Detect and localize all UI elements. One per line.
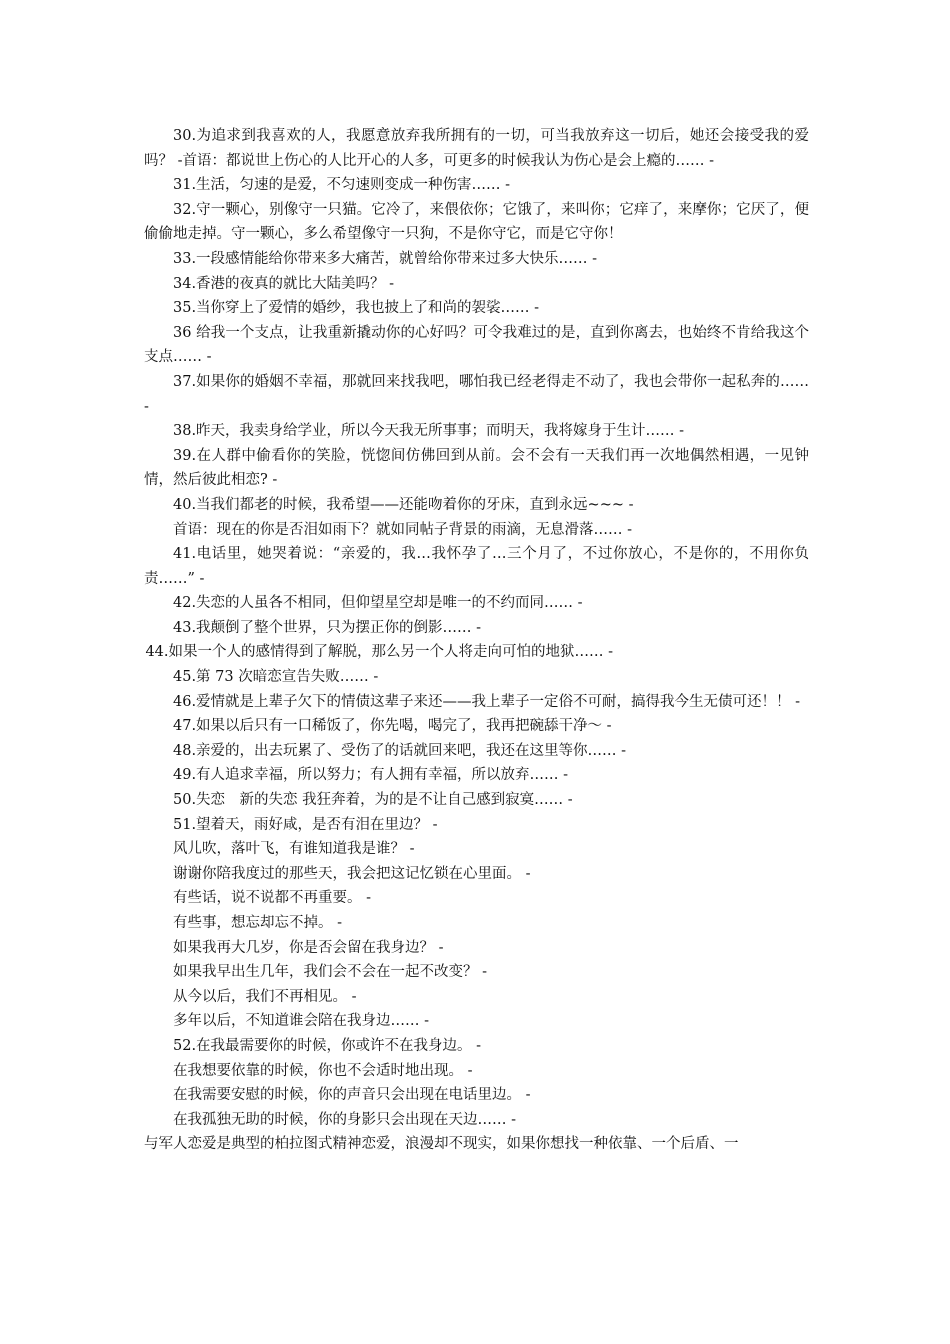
paragraph-43: 43.我颠倒了整个世界，只为摆正你的倒影…… - xyxy=(173,619,482,636)
paragraph-30: 30.为追求到我喜欢的人，我愿意放弃我所拥有的一切，可当我放弃这一切后，她还会接受我的爱吗？ -首语：都说世上伤心的人比开心的人多，可更多的时候我认为伤心是会上瘾的…… - xyxy=(144,128,809,169)
paragraph-38: 38.昨天，我卖身给学业，所以今天我无所事事；而明天，我将嫁身于生计…… - xyxy=(173,423,685,440)
paragraph-51-line-4: 有些话，说不说都不再重要。 - xyxy=(173,890,372,907)
paragraph-51-line-5: 有些事，想忘却忘不掉。 - xyxy=(173,915,343,931)
paragraph-51: 51.望着天，雨好咸，是否有泪在里边？ - xyxy=(173,816,438,833)
paragraph-45: 45.第 73 次暗恋宣告失败…… - xyxy=(173,669,379,686)
paragraph-51-line-3: 谢谢你陪我度过的那些天，我会把这记忆锁在心里面。 - xyxy=(173,865,531,882)
paragraph-51-line-2: 风儿吹，落叶飞，有谁知道我是谁？ - xyxy=(173,841,415,858)
paragraph-31: 31.生活，匀速的是爱，不匀速则变成一种伤害…… - xyxy=(173,177,511,194)
paragraph-41: 41.电话里，她哭着说：“亲爱的，我…我怀孕了…三个月了，不过你放心，不是你的，不用你负责……” - xyxy=(144,546,809,587)
paragraph-52-line-2: 在我想要依靠的时候，你也不会适时地出现。 - xyxy=(173,1062,473,1079)
paragraph-51-line-8: 从今以后，我们不再相见。 - xyxy=(173,988,357,1005)
paragraph-35: 35.当你穿上了爱情的婚纱，我也披上了和尚的袈裟…… - xyxy=(173,300,540,317)
document-body xyxy=(144,124,809,1157)
paragraph-50: 50.失恋 新的失恋 我狂奔着，为的是不让自己感到寂寞…… - xyxy=(173,792,573,809)
paragraph-preface: 首语：现在的你是否泪如雨下？就如同帖子背景的雨滴，无息滑落…… - xyxy=(173,521,633,538)
paragraph-49: 49.有人追求幸福，所以努力；有人拥有幸福，所以放弃…… - xyxy=(173,767,569,784)
paragraph-44: 44.如果一个人的感情得到了解脱，那么另一个人将走向可怕的地狱…… - xyxy=(145,644,614,661)
paragraph-37: 37.如果你的婚姻不幸福，那就回来找我吧，哪怕我已经老得走不动了，我也会带你一起私奔的…… - xyxy=(144,373,809,415)
paragraph-40: 40.当我们都老的时候，我希望——还能吻着你的牙床，直到永远~~~ - xyxy=(173,496,634,513)
paragraph-52: 52.在我最需要你的时候，你或许不在我身边。 - xyxy=(173,1037,482,1054)
paragraph-36: 36 给我一个支点，让我重新撬动你的心好吗？可令我难过的是，直到你离去，也始终不肯给我这个支点…… - xyxy=(144,324,809,366)
paragraph-51-line-9: 多年以后，不知道谁会陪在我身边…… - xyxy=(173,1013,430,1030)
paragraph-52-line-3: 在我需要安慰的时候，你的声音只会出现在电话里边。 - xyxy=(173,1087,531,1104)
paragraph-42: 42.失恋的人虽各不相同，但仰望星空却是唯一的不约而同…… - xyxy=(173,595,583,612)
paragraph-military-romance: 与军人恋爱是典型的柏拉图式精神恋爱，浪漫却不现实，如果你想找一种依靠、一个后盾、一 xyxy=(144,1136,739,1153)
paragraph-51-line-6: 如果我再大几岁，你是否会留在我身边？ - xyxy=(173,939,444,956)
paragraph-52-line-4: 在我孤独无助的时候，你的身影只会出现在天边…… - xyxy=(173,1111,517,1128)
paragraph-34: 34.香港的夜真的就比大陆美吗？ - xyxy=(173,275,395,292)
paragraph-39: 39.在人群中偷看你的笑脸，恍惚间仿佛回到从前。会不会有一天我们再一次地偶然相遇，一见钟情，然后彼此相恋? - xyxy=(144,447,809,489)
paragraph-51-line-7: 如果我早出生几年，我们会不会在一起不改变？ - xyxy=(173,964,488,981)
paragraph-46: 46.爱情就是上辈子欠下的情债这辈子来还——我上辈子一定俗不可耐，搞得我今生无债可还！！ - xyxy=(173,693,801,710)
paragraph-48: 48.亲爱的，出去玩累了、受伤了的话就回来吧，我还在这里等你…… - xyxy=(173,742,627,759)
paragraph-32: 32.守一颗心，别像守一只猫。它冷了，来偎依你；它饿了，来叫你；它痒了，来摩你；它厌了，便偷偷地走掉。守一颗心，多么希望像守一只狗，不是你守它，而是它守你！ xyxy=(144,201,809,243)
paragraph-47: 47.如果以后只有一口稀饭了，你先喝，喝完了，我再把碗舔干净～ - xyxy=(173,718,612,735)
paragraph-33: 33.一段感情能给你带来多大痛苦，就曾给你带来过多大快乐…… - xyxy=(173,250,598,267)
